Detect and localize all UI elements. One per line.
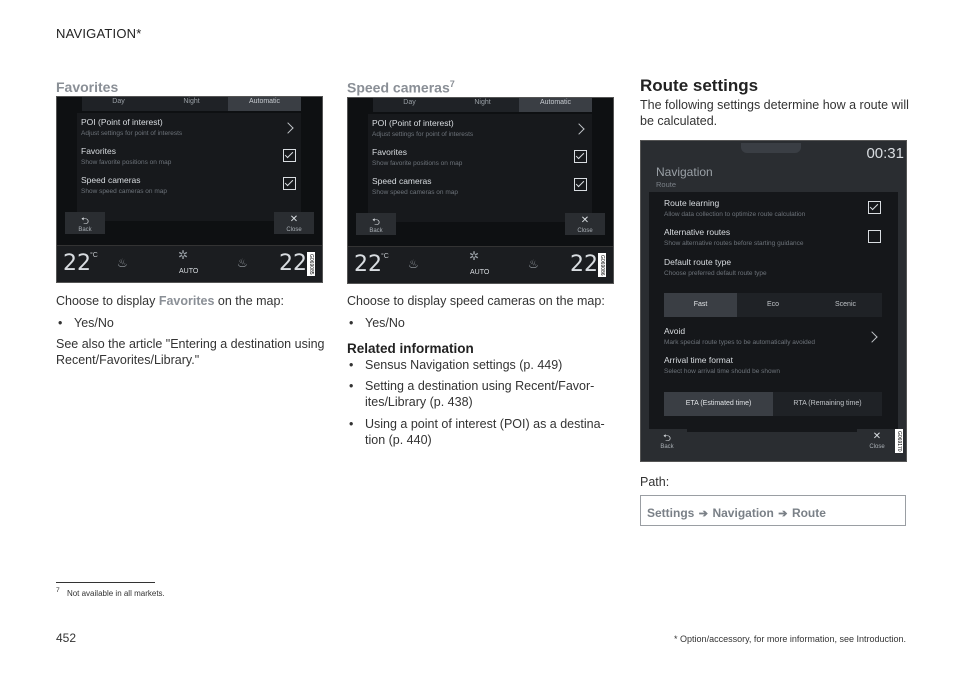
arrow-right-icon: ➔ bbox=[698, 508, 709, 520]
page-number: 452 bbox=[56, 631, 77, 645]
settings-panel bbox=[368, 114, 592, 222]
related-item bbox=[349, 357, 609, 373]
close-button[interactable] bbox=[274, 212, 314, 234]
footnote-rule bbox=[56, 582, 155, 583]
path-settings: Settings bbox=[647, 506, 695, 520]
related-link[interactable]: Using a point of interest (POI) as a destina- bbox=[365, 417, 605, 431]
temp-left[interactable]: 22 bbox=[354, 252, 382, 277]
speed-cameras-title: Speed cameras bbox=[347, 79, 450, 96]
footnote-ref: 7 bbox=[449, 79, 455, 89]
climate-bar bbox=[348, 246, 613, 284]
climate-bar bbox=[57, 245, 322, 283]
footnote bbox=[56, 587, 165, 598]
speed-cameras-checkbox[interactable] bbox=[574, 178, 587, 191]
bullet-dot: • bbox=[349, 358, 354, 372]
format-rta[interactable]: RTA (Remaining time) bbox=[773, 392, 882, 416]
route-type-eco[interactable]: Eco bbox=[737, 293, 809, 317]
route-learning-title[interactable]: Route learning bbox=[664, 198, 720, 208]
speed-cameras-row-sub: Show speed cameras on map bbox=[81, 188, 167, 195]
speed-cameras-description: Choose to display speed cameras on the map: bbox=[347, 294, 605, 308]
seat-heat-right-icon[interactable]: ♨ bbox=[528, 257, 539, 271]
close-icon: ✕ bbox=[289, 214, 299, 225]
poi-row-title[interactable]: POI (Point of interest) bbox=[372, 118, 454, 128]
avoid-title[interactable]: Avoid bbox=[664, 326, 686, 336]
close-label: Close bbox=[286, 227, 302, 233]
default-route-type-sub: Choose preferred default route type bbox=[664, 270, 767, 277]
app-title: Navigation bbox=[656, 165, 713, 179]
close-icon: ✕ bbox=[872, 431, 882, 442]
clock: 00:31 bbox=[866, 145, 904, 162]
chevron-right-icon[interactable] bbox=[866, 331, 877, 342]
favorites-checkbox[interactable] bbox=[283, 149, 296, 162]
menu-path-box bbox=[640, 495, 906, 526]
default-route-type-title[interactable]: Default route type bbox=[664, 257, 732, 267]
tab-night[interactable]: Night bbox=[446, 98, 519, 112]
path-label: Path: bbox=[640, 475, 670, 489]
speed-cameras-row-sub: Show speed cameras on map bbox=[372, 189, 458, 196]
back-label: Back bbox=[660, 444, 674, 450]
route-type-scenic[interactable]: Scenic bbox=[809, 293, 882, 317]
related-link[interactable]: Setting a destination using Recent/Favor- bbox=[365, 379, 595, 393]
temp-unit: °C bbox=[90, 252, 98, 259]
route-learning-sub: Allow data collection to optimize route calculation bbox=[664, 211, 806, 218]
favorites-checkbox[interactable] bbox=[574, 150, 587, 163]
favorites-row-sub: Show favorite positions on map bbox=[81, 159, 172, 166]
arrival-format-selector bbox=[664, 392, 882, 416]
arrival-time-format-sub: Select how arrival time should be shown bbox=[664, 368, 780, 375]
favorites-description bbox=[56, 293, 284, 309]
close-label: Close bbox=[577, 228, 593, 234]
related-link-cont[interactable]: tion (p. 440) bbox=[365, 433, 432, 447]
avoid-sub: Mark special route types to be automatically avoided bbox=[664, 339, 816, 346]
seat-heat-left-icon[interactable]: ♨ bbox=[117, 256, 128, 270]
seat-heat-right-icon[interactable]: ♨ bbox=[237, 256, 248, 270]
related-link-cont[interactable]: ites/Library (p. 438) bbox=[365, 395, 473, 409]
format-eta[interactable]: ETA (Estimated time) bbox=[664, 392, 773, 416]
theme-tabs bbox=[82, 97, 301, 111]
auto-label[interactable]: AUTO bbox=[470, 269, 490, 276]
route-settings-heading: Route settings bbox=[640, 76, 759, 95]
auto-label[interactable]: AUTO bbox=[179, 268, 199, 275]
route-learning-checkbox[interactable] bbox=[868, 201, 881, 214]
close-label: Close bbox=[869, 444, 885, 450]
desc-bold: Favorites bbox=[158, 294, 215, 308]
favorites-bullet bbox=[58, 315, 298, 331]
chevron-right-icon[interactable] bbox=[282, 122, 293, 133]
favorites-row-title[interactable]: Favorites bbox=[372, 147, 407, 157]
path-navigation: Navigation bbox=[712, 506, 774, 520]
speed-cameras-checkbox[interactable] bbox=[283, 177, 296, 190]
back-button[interactable] bbox=[65, 212, 105, 234]
back-button[interactable] bbox=[356, 213, 396, 235]
tab-day[interactable]: Day bbox=[373, 98, 446, 112]
footer-note: * Option/accessory, for more information, see Introduction. bbox=[674, 634, 906, 644]
footnote-mark: 7 bbox=[56, 587, 60, 594]
related-link[interactable]: Sensus Navigation settings (p. 449) bbox=[365, 358, 563, 372]
route-screen bbox=[640, 140, 907, 462]
bullet-text: Yes/No bbox=[365, 316, 405, 330]
bullet-text: Yes/No bbox=[74, 316, 114, 330]
route-intro-line1: The following settings determine how a route will bbox=[640, 98, 909, 112]
chapter-header: NAVIGATION* bbox=[56, 26, 142, 41]
chevron-right-icon[interactable] bbox=[573, 123, 584, 134]
temp-right[interactable]: 22 bbox=[279, 251, 307, 276]
close-button[interactable] bbox=[565, 213, 605, 235]
desc-prefix: Choose to display bbox=[56, 294, 159, 308]
back-arrow-icon: ⮌ bbox=[80, 216, 89, 227]
bullet-dot: • bbox=[58, 316, 63, 330]
fan-icon[interactable]: ✲ bbox=[469, 249, 480, 263]
close-button[interactable] bbox=[857, 429, 897, 451]
related-item bbox=[349, 378, 609, 410]
fan-icon[interactable]: ✲ bbox=[178, 248, 189, 262]
back-label: Back bbox=[369, 228, 383, 234]
route-type-selector bbox=[664, 293, 882, 317]
path-route: Route bbox=[791, 506, 826, 520]
theme-tabs bbox=[373, 98, 592, 112]
favorites-screen bbox=[56, 96, 323, 283]
alternative-routes-sub: Show alternative routes before starting guidance bbox=[664, 240, 804, 247]
temp-left[interactable]: 22 bbox=[63, 251, 91, 276]
image-code: G069086 bbox=[599, 254, 605, 276]
image-code: G069085 bbox=[308, 253, 314, 275]
route-intro-line2: be calculated. bbox=[640, 114, 718, 128]
favorites-heading: Favorites bbox=[56, 79, 119, 95]
tab-automatic[interactable]: Automatic bbox=[519, 98, 592, 112]
temp-right[interactable]: 22 bbox=[570, 252, 598, 277]
arrival-time-format-title[interactable]: Arrival time format bbox=[664, 355, 733, 365]
related-information-heading: Related information bbox=[347, 341, 474, 356]
tab-automatic[interactable]: Automatic bbox=[228, 97, 301, 111]
poi-row-sub: Adjust settings for point of interests bbox=[81, 130, 183, 137]
section-title: Route bbox=[656, 180, 677, 189]
bullet-dot: • bbox=[349, 417, 354, 431]
drag-handle[interactable] bbox=[741, 143, 801, 153]
desc-suffix: on the map: bbox=[214, 294, 284, 308]
temp-unit: °C bbox=[381, 253, 389, 260]
see-also-text: See also the article "Entering a destination using Recent/Favorites/Library." bbox=[56, 337, 325, 367]
alternative-routes-title[interactable]: Alternative routes bbox=[664, 227, 731, 237]
close-icon: ✕ bbox=[580, 215, 590, 226]
footnote-text: Not available in all markets. bbox=[66, 588, 165, 598]
back-button[interactable] bbox=[647, 429, 687, 451]
image-code: G069170 bbox=[896, 430, 902, 452]
tab-day[interactable]: Day bbox=[82, 97, 155, 111]
related-item bbox=[349, 416, 609, 448]
speed-cameras-heading bbox=[347, 79, 455, 96]
speed-cameras-screen bbox=[347, 97, 614, 284]
speed-cameras-row-title[interactable]: Speed cameras bbox=[81, 175, 141, 185]
settings-panel bbox=[77, 113, 301, 221]
arrow-right-icon: ➔ bbox=[778, 508, 788, 520]
back-arrow-icon: ⮌ bbox=[371, 217, 380, 228]
tab-night[interactable]: Night bbox=[155, 97, 228, 111]
route-settings-panel bbox=[649, 192, 898, 432]
favorites-row-sub: Show favorite positions on map bbox=[372, 160, 463, 167]
favorites-row-title[interactable]: Favorites bbox=[81, 146, 116, 156]
bullet-dot: • bbox=[349, 379, 354, 393]
bullet-dot: • bbox=[349, 316, 354, 330]
back-label: Back bbox=[78, 227, 92, 233]
speed-cameras-row-title[interactable]: Speed cameras bbox=[372, 176, 432, 186]
menu-path bbox=[647, 504, 826, 522]
poi-row-sub: Adjust settings for point of interests bbox=[372, 131, 474, 138]
seat-heat-left-icon[interactable]: ♨ bbox=[408, 257, 419, 271]
alternative-routes-checkbox[interactable] bbox=[868, 230, 881, 243]
poi-row-title[interactable]: POI (Point of interest) bbox=[81, 117, 163, 127]
route-type-fast[interactable]: Fast bbox=[664, 293, 737, 317]
back-arrow-icon: ⮌ bbox=[662, 433, 671, 444]
speed-cameras-bullet bbox=[349, 315, 589, 331]
